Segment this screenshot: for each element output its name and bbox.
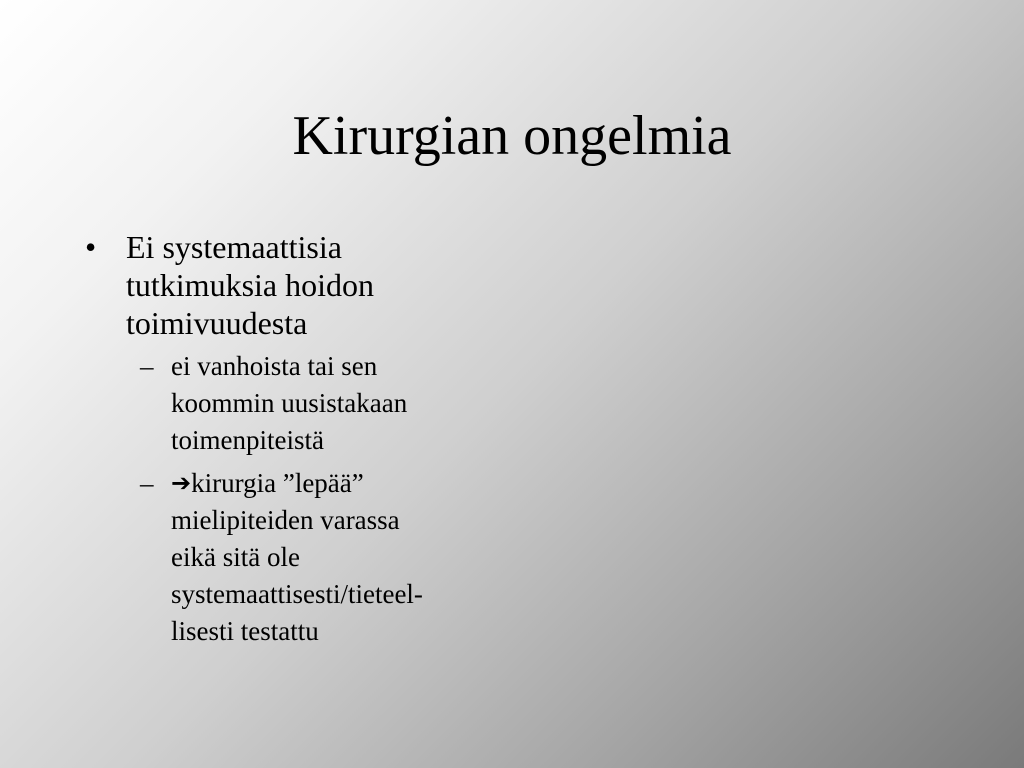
- bullet-text-line: Ei systemaattisia: [126, 229, 342, 265]
- sub-bullet-text-line: mielipiteiden varassa: [171, 505, 400, 535]
- slide-title: Kirurgian ongelmia: [292, 105, 732, 167]
- slide-content: [80, 228, 520, 650]
- sub-bullet-item: [80, 348, 520, 459]
- bullet-text-line: tutkimuksia hoidon: [126, 267, 374, 303]
- dash-icon: –: [140, 351, 154, 381]
- bullet-icon: •: [85, 229, 97, 265]
- sub-bullet-text-line: lisesti testattu: [171, 616, 319, 646]
- dash-icon: –: [140, 468, 154, 498]
- sub-bullet-text-line: ei vanhoista tai sen: [171, 351, 378, 381]
- bullet-text-line: toimivuudesta: [126, 305, 308, 341]
- sub-bullet-item: [80, 465, 520, 650]
- sub-bullet-text-line: eikä sitä ole: [171, 542, 300, 572]
- bullet-item: [80, 228, 520, 342]
- sub-bullet-text-line: koommin uusistakaan: [171, 388, 408, 418]
- sub-bullet-text-line: systemaattisesti/tieteel-: [171, 579, 423, 609]
- sub-bullet-text-line: toimenpiteistä: [171, 425, 324, 455]
- sub-bullet-text-line: [171, 465, 520, 502]
- sub-bullet-text: kirurgia ”lepää”: [191, 468, 364, 498]
- arrow-right-icon: ➔: [171, 469, 192, 497]
